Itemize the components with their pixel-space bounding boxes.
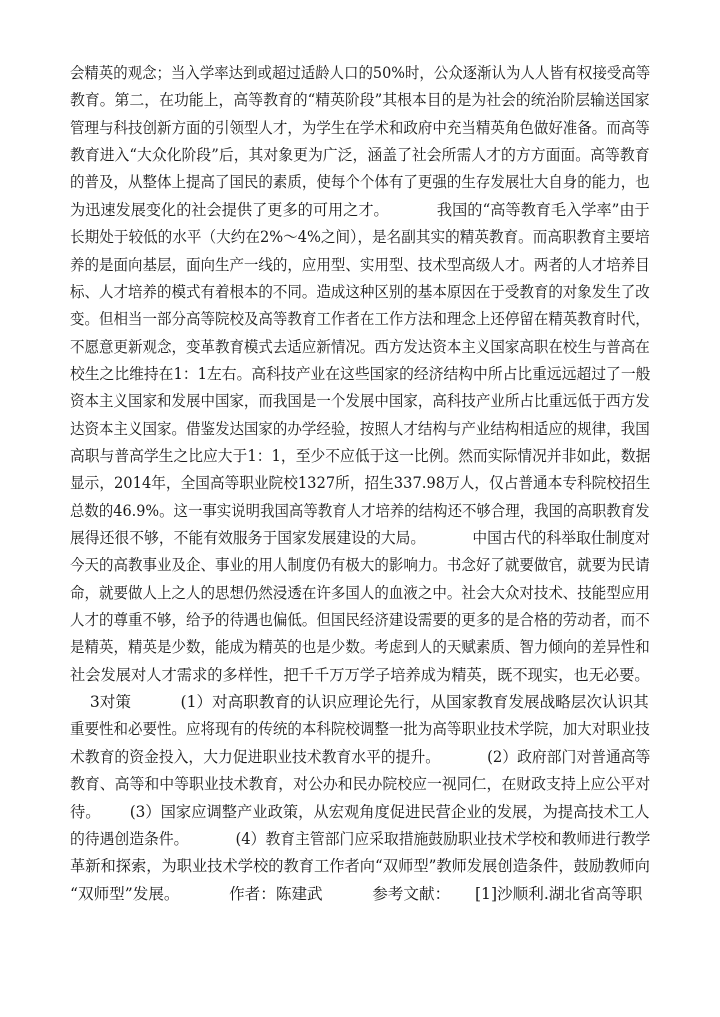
text-line: 教育。第二，在功能上，高等教育的“精英阶段”其根本目的是为社会的统治阶层输送国家 [70,91,650,110]
text-line: 是精英，精英是少数，能成为精英的也是少数。考虑到人的天赋素质、智力倾向的差异性和 [70,638,650,657]
text-line: 高职与普高学生之比应大于1：1，至少不应低于这一比例。然而实际情况并非如此，数据 [70,446,651,465]
text-line: 资本主义国家和发展中国家，而我国是一个发展中国家，高科技产业所占比重远低于西方发 [70,392,650,411]
text-line: 教育进入“大众化阶段”后，其对象更为广泛，涵盖了社会所需人才的方方面面。高等教育 [70,146,650,165]
text-line: 术教育的资金投入，大力促进职业技术教育水平的提升。 (2）政府部门对普通高等 [70,747,651,766]
text-line: 教育、高等和中等职业技术教育，对公办和民办院校应一视同仁，在财政支持上应公平对 [70,775,651,794]
text-line: 展得还很不够，不能有效服务于国家发展建设的大局。 中国古代的科举取仕制度对 [70,529,650,547]
text-line: 管理与科技创新方面的引领型人才，为学生在学术和政府中充当精英角色做好准备。而高等 [70,118,650,137]
text-line: 养的是面向基层，面向生产一线的，应用型、实用型、技术型高级人才。两者的人才培养目 [70,255,650,274]
text-line: 的普及，从整体上提高了国民的素质，使每个个体有了更强的生存发展壮大自身的能力，也 [70,173,650,192]
text-line: 总数的46.9%。这一事实说明我国高等教育人才培养的结构还不够合理，我国的高职教育发 [70,501,650,520]
text-line: 变。但相当一部分高等院校及高等教育工作者在工作方法和理念上还停留在精英教育时代， [70,310,650,329]
text-line: 重要性和必要性。应将现有的传统的本科院校调整一批为高等职业技术学院，加大对职业技 [70,720,650,739]
text-line: 今天的高教事业及企、事业的用人制度仍有极大的影响力。书念好了就要做官，就要为民请 [70,556,650,575]
text-line: 会精英的观念；当入学率达到或超过适龄人口的50%时，公众逐渐认为人人皆有权接受高等 [70,64,651,82]
text-line: “双师型”发展。 作者：陈建武 参考文献： [1]沙顺利.湖北省高等职 [70,884,643,903]
text-line: 3对策 (1）对高职教育的认识应理论先行，从国家教育发展战略层次认识其 [70,693,649,712]
text-line: 不愿意更新观念，变革教育模式去适应新情况。西方发达资本主义国家高职在校生与普高在 [70,337,650,356]
text-line: 校生之比维持在1：1左右。高科技产业在这些国家的经济结构中所占比重远远超过了一般 [70,364,651,383]
text-line: 的待遇创造条件。 (4）教育主管部门应采取措施鼓励职业技术学校和教师进行教学 [70,829,651,848]
text-line: 人才的尊重不够，给予的待遇也偏低。但国民经济建设需要的更多的是合格的劳动者，而不 [70,611,650,629]
text-line: 社会发展对人才需求的多样性，把千千万万学子培养成为精英，既不现实，也无必要。 [70,665,650,684]
text-line: 为迅速发展变化的社会提供了更多的可用之才。 我国的“高等教育毛入学率”由于 [70,200,650,219]
text-line: 命，就要做人上之人的思想仍然浸透在许多国人的血液之中。社会大众对技术、技能型应用 [70,583,650,602]
text-line: 长期处于较低的水平（大约在2%～4%之间），是名副其实的精英教育。而高职教育主要培 [70,228,650,247]
text-line: 标、人才培养的模式有着根本的不同。造成这种区别的基本原因在于受教育的对象发生了改 [70,282,650,301]
text-line: 革新和探索，为职业技术学校的教育工作者向“双师型”教师发展创造条件，鼓励教师向 [70,857,650,876]
text-line: 达资本主义国家。借鉴发达国家的办学经验，按照人才结构与产业结构相适应的规律，我国 [70,419,650,438]
text-line: 显示，2014年，全国高等职业院校1327所，招生337.98万人，仅占普通本专科院校招生 [70,474,651,493]
text-line: 待。 (3）国家应调整产业政策，从宏观角度促进民营企业的发展，为提高技术工人 [70,802,650,821]
